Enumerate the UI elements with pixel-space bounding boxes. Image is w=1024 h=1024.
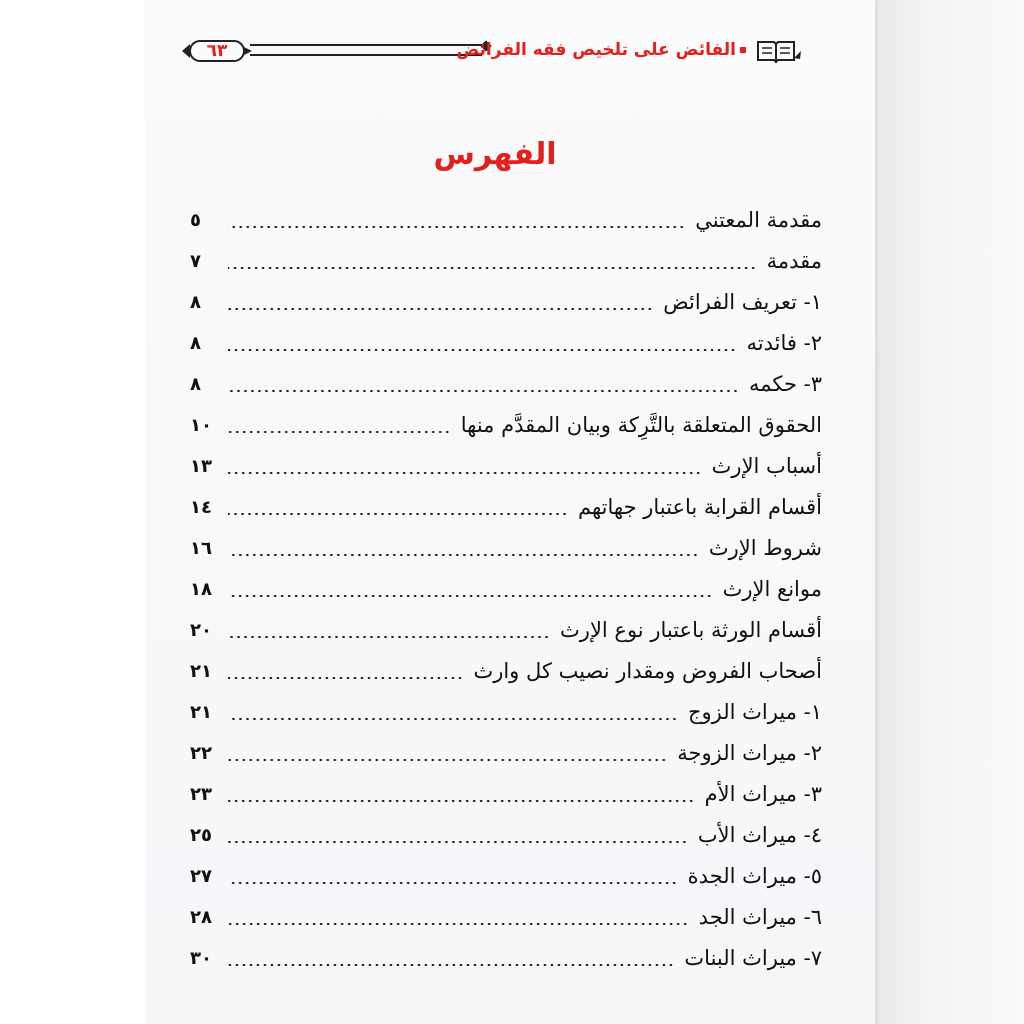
- toc-leader-dots: [228, 431, 451, 433]
- toc-entry-label: موانع الإرث: [722, 577, 822, 601]
- toc-entry-label: ٣- حكمه: [748, 372, 822, 396]
- toc-row: [190, 934, 822, 982]
- toc-entry-page: ١٤: [190, 496, 212, 518]
- toc-entry-page: ٢١: [190, 660, 212, 682]
- toc-entry-label: أقسام القرابة باعتبار جهاتهم: [578, 495, 822, 519]
- table-of-contents: [190, 196, 822, 986]
- toc-entry-page: ٨: [190, 332, 201, 354]
- toc-entry-page: ١٣: [190, 455, 212, 477]
- toc-entry-page: ٨: [190, 373, 201, 395]
- toc-leader-dots: [228, 882, 678, 884]
- toc-entry-page: ٧: [190, 250, 201, 272]
- toc-entry-page: ١٦: [190, 537, 212, 559]
- toc-leader-dots: [228, 718, 678, 720]
- toc-leader-dots: [228, 759, 667, 761]
- index-title: الفهرس: [433, 137, 557, 172]
- toc-entry-label: مقدمة المعتني: [695, 208, 822, 232]
- toc-entry-page: ٢٥: [190, 824, 212, 846]
- toc-entry-label: ١- ميراث الزوج: [687, 700, 822, 724]
- title-separator-dot: [740, 47, 746, 53]
- toc-entry-page: ٢٧: [190, 865, 212, 887]
- toc-entry-page: ٢٣: [190, 783, 212, 805]
- toc-entry-page: ٢٠: [190, 619, 212, 641]
- toc-entry-label: ٢- فائدته: [746, 331, 822, 355]
- toc-entry-page: ٣٠: [190, 947, 212, 969]
- toc-entry-label: ١- تعريف الفرائض: [663, 290, 822, 314]
- toc-leader-dots: [228, 390, 739, 392]
- toc-entry-label: أقسام الورثة باعتبار نوع الإرث: [560, 618, 822, 642]
- toc-entry-page: ١٨: [190, 578, 212, 600]
- toc-leader-dots: [228, 349, 737, 351]
- page-number: ٦٣: [206, 41, 228, 61]
- toc-entry-label: أصحاب الفروض ومقدار نصيب كل وارث: [473, 659, 822, 683]
- toc-entry-label: شروط الإرث: [708, 536, 822, 560]
- toc-leader-dots: [228, 595, 713, 597]
- toc-entry-label: ٦- ميراث الجد: [698, 905, 822, 929]
- toc-leader-dots: [228, 677, 463, 679]
- toc-entry-page: ١٠: [190, 414, 212, 436]
- toc-leader-dots: [228, 841, 688, 843]
- toc-leader-dots: [228, 513, 568, 515]
- toc-entry-label: الحقوق المتعلقة بالتَّرِكة وبيان المقدَّم منها: [460, 413, 822, 437]
- toc-leader-dots: [228, 308, 653, 310]
- toc-entry-page: ٥: [190, 209, 201, 231]
- toc-entry-label: ٢- ميراث الزوجة: [677, 741, 822, 765]
- toc-leader-dots: [228, 800, 695, 802]
- toc-entry-page: ٨: [190, 291, 201, 313]
- toc-entry-label: ٥- ميراث الجدة: [687, 864, 822, 888]
- page-header: [180, 34, 820, 74]
- toc-leader-dots: [228, 472, 702, 474]
- toc-entry-label: ٤- ميراث الأب: [697, 823, 822, 847]
- toc-leader-dots: [228, 554, 699, 556]
- toc-entry-label: ٧- ميراث البنات: [684, 946, 822, 970]
- toc-entry-label: مقدمة: [766, 249, 822, 273]
- book-spine: [868, 0, 1024, 1024]
- toc-entry-page: ٢١: [190, 701, 212, 723]
- running-book-title: الفائض على تلخيص فقه الفرائض: [456, 40, 736, 60]
- toc-leader-dots: [228, 636, 550, 638]
- toc-leader-dots: [228, 226, 685, 228]
- header-rule: [250, 44, 482, 56]
- page-number-badge: [180, 38, 254, 64]
- toc-leader-dots: [228, 923, 689, 925]
- open-book-pen-icon: [754, 36, 802, 66]
- toc-entry-page: ٢٢: [190, 742, 212, 764]
- toc-leader-dots: [228, 267, 757, 269]
- toc-leader-dots: [228, 964, 674, 966]
- toc-entry-label: أسباب الإرث: [711, 454, 822, 478]
- toc-entry-page: ٢٨: [190, 906, 212, 928]
- toc-entry-label: ٣- ميراث الأم: [704, 782, 822, 806]
